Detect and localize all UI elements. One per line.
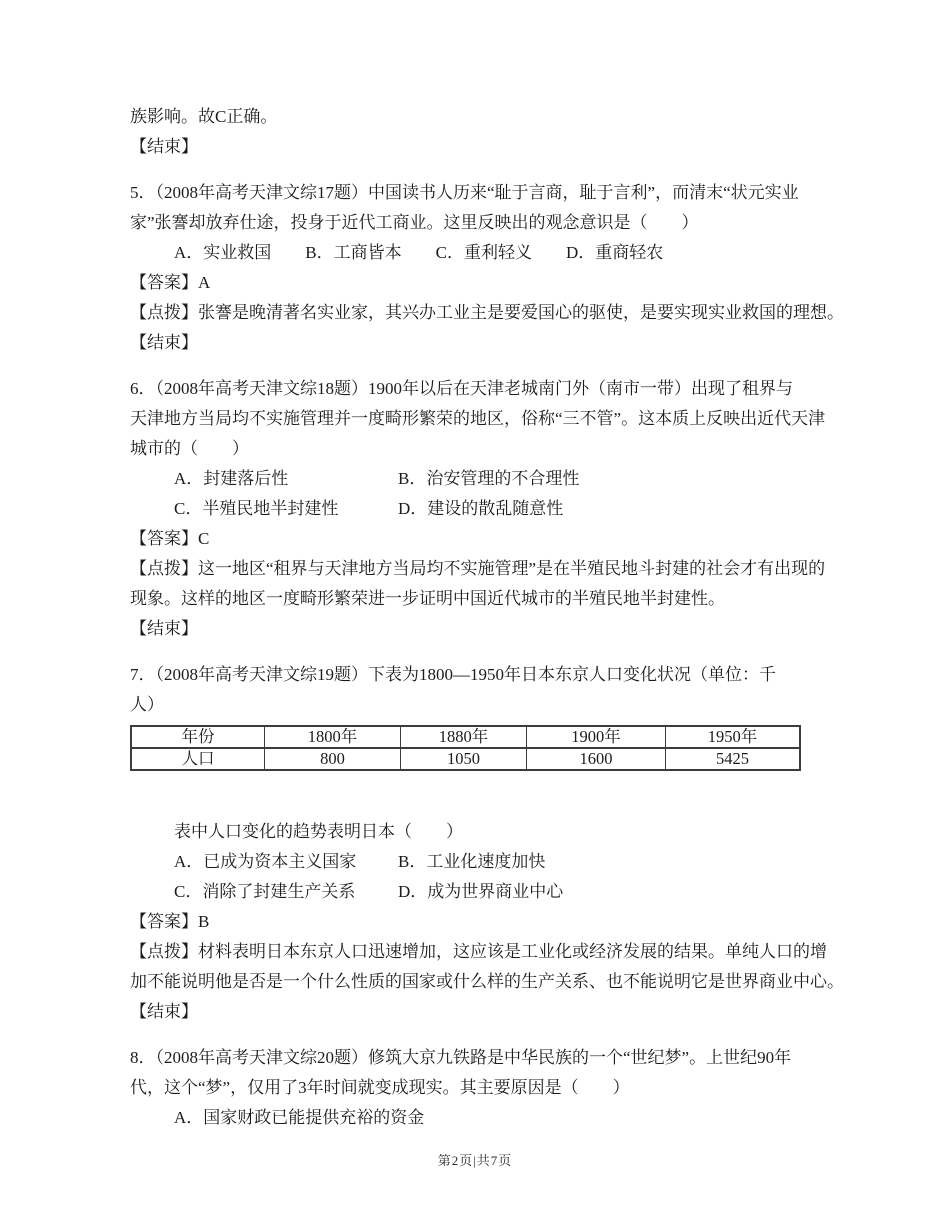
document-body <box>130 102 844 1133</box>
text-line: 7．（2008年高考天津文综19题）下表为1800—1950年日本东京人口变化状况（单位：千 <box>130 665 776 684</box>
text-line: 【结束】 <box>130 619 198 638</box>
text-line: 家”张謇却放弃仕途，投身于近代工商业。这里反映出的观念意识是（ ） <box>130 213 699 232</box>
option-right: D．建设的散乱随意性 <box>398 499 564 518</box>
text-line: 天津地方当局均不实施管理并一度畸形繁荣的地区，俗称“三不管”。这本质上反映出近代天津 <box>130 409 826 428</box>
text-line: 【点拨】材料表明日本东京人口迅速增加，这应该是工业化或经济发展的结果。单纯人口的增 <box>130 942 827 961</box>
option-right: D．成为世界商业中心 <box>398 882 564 901</box>
text-line: 加不能说明他是否是一个什么性质的国家或什么样的生产关系、也不能说明它是世界商业中心。 <box>130 972 844 991</box>
table-header-cell: 1900年 <box>527 726 666 748</box>
option-row <box>130 464 830 494</box>
table-header-cell: 年份 <box>131 726 265 748</box>
table-cell: 800 <box>265 748 401 770</box>
population-table <box>130 725 801 771</box>
table-header-cell: 1800年 <box>265 726 401 748</box>
paragraph-gap <box>130 644 830 660</box>
table-header-cell: 1880年 <box>401 726 527 748</box>
text-line: A．实业救国 B．工商皆本 C．重利轻义 D．重商轻农 <box>174 243 664 262</box>
text-line: 代，这个“梦”，仅用了3年时间就变成现实。其主要原因是（ ） <box>130 1078 630 1097</box>
text-line: 城市的（ ） <box>130 439 249 458</box>
option-right: B．工业化速度加快 <box>398 852 546 871</box>
text-line: 【点拨】张謇是晚清著名实业家，其兴办工业主是要爱国心的驱使，是要实现实业救国的理想。 <box>130 303 844 322</box>
table-cell: 5425 <box>666 748 801 770</box>
text-line: 6．（2008年高考天津文综18题）1900年以后在天津老城南门外（南市一带）出现了租界与 <box>130 379 793 398</box>
text-line: 【答案】B <box>130 912 210 931</box>
text-line: 5．（2008年高考天津文综17题）中国读书人历来“耻于言商，耻于言利”，而清末“状元实业 <box>130 183 799 202</box>
table-cell: 人口 <box>131 748 265 770</box>
table-header-cell: 1950年 <box>666 726 801 748</box>
option-row <box>130 494 830 524</box>
text-line: 表中人口变化的趋势表明日本（ ） <box>174 822 463 841</box>
text-line: A．国家财政已能提供充裕的资金 <box>174 1108 425 1127</box>
paragraph-gap <box>130 162 830 178</box>
option-row <box>130 847 830 877</box>
paragraph-gap <box>130 771 830 817</box>
text-line: 【结束】 <box>130 333 198 352</box>
table-cell: 1050 <box>401 748 527 770</box>
option-right: B．治安管理的不合理性 <box>398 469 580 488</box>
table-cell: 1600 <box>527 748 666 770</box>
text-line: 现象。这样的地区一度畸形繁荣进一步证明中国近代城市的半殖民地半封建性。 <box>130 589 725 608</box>
option-left: C．半殖民地半封建性 <box>174 499 339 518</box>
option-left: C．消除了封建生产关系 <box>174 882 356 901</box>
table-row <box>131 726 800 748</box>
option-row <box>130 877 830 907</box>
text-line: 族影响。故C正确。 <box>130 107 278 126</box>
option-left: A．已成为资本主义国家 <box>174 852 357 871</box>
text-line: 【结束】 <box>130 1002 198 1021</box>
text-line: 【答案】C <box>130 529 210 548</box>
table-row <box>131 748 800 770</box>
paragraph-gap <box>130 1027 830 1043</box>
text-line: 【答案】A <box>130 273 211 292</box>
text-line: 8．（2008年高考天津文综20题）修筑大京九铁路是中华民族的一个“世纪梦”。上世纪90年 <box>130 1048 792 1067</box>
option-left: A．封建落后性 <box>174 469 289 488</box>
text-line: 【点拨】这一地区“租界与天津地方当局均不实施管理”是在半殖民地斗封建的社会才有出现的 <box>130 559 826 578</box>
text-line: 【结束】 <box>130 137 198 156</box>
paragraph-gap <box>130 358 830 374</box>
page-footer: 第2页|共7页 <box>437 1153 513 1168</box>
text-line: 人） <box>130 695 164 714</box>
